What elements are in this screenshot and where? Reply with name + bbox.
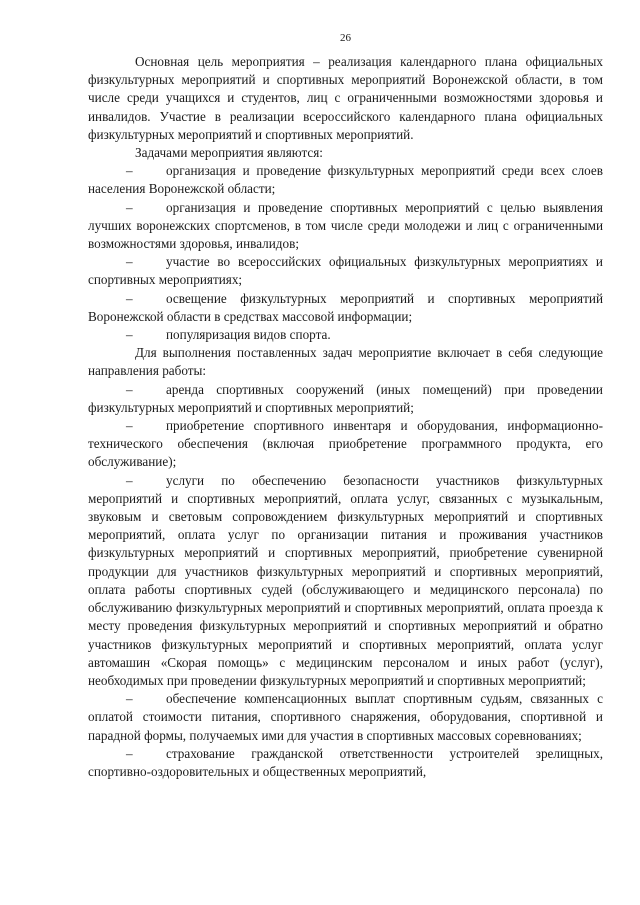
task-item [88,253,603,289]
dash-marker: – [126,381,133,397]
dash-marker: – [126,199,133,215]
direction-text: услуги по обеспечению безопасности участников физкультурных мероприятий и спортивных мероприятий, оплата услуг, связанных с музыкальным, звуковым и световым сопровождением физкультурных мероприятий и спортивных мероприятий, оплата услуг по организации питания и проживания участников физкультурных мероприятий и спортивных мероприятий, приобретение сувенирной продукции для участников физкультурных мероприятий и спортивных мероприятий, оплата работы спортивных судей (обслуживающего и медицинского персонала) по обслуживанию физкультурных мероприятий и спортивных мероприятий, оплата проезда к месту проведения физкультурных мероприятий и спортивных мероприятий и обратно участников физкультурных мероприятий и спортивных мероприятий, оплата услуг автомашин «Скорая помощь» с медицинским персоналом и иных работ (услуг), необходимых при проведении физкультурных мероприятий и спортивных мероприятий; [88,472,603,688]
task-text: популяризация видов спорта. [166,327,331,343]
direction-text: приобретение спортивного инвентаря и оборудования, информационно-технического обеспечения (включая приобретение программного продукта, его обслуживание); [88,418,603,470]
dash-marker: – [126,290,133,306]
tasks-heading: Задачами мероприятия являются: [135,145,323,161]
task-text: участие во всероссийских официальных физкультурных мероприятиях и спортивных мероприятиях; [88,254,603,288]
dash-marker: – [126,163,133,179]
task-item [88,199,603,254]
direction-item [88,417,603,472]
direction-item [88,745,603,781]
task-item [88,162,603,198]
task-item [88,326,603,344]
intro-paragraph: Основная цель мероприятия – реализация календарного плана официальных физкультурных мероприятий и спортивных мероприятий Воронежской области, в том числе среди учащихся и студентов, лиц с ограниченными возможностями здоровья и инвалидов. Участие в реализации всероссийского календарного плана официальных физкультурных мероприятий и спортивных мероприятий. [88,54,603,142]
task-item [88,290,603,326]
dash-marker: – [126,418,133,434]
direction-text: аренда спортивных сооружений (иных помещений) при проведении физкультурных мероприятий и спортивных мероприятий; [88,381,603,415]
dash-marker: – [126,327,133,343]
dash-marker: – [126,745,133,761]
task-text: освещение физкультурных мероприятий и спортивных мероприятий Воронежской области в средствах массовой информации; [88,290,603,324]
direction-item [88,690,603,745]
dash-marker: – [126,472,133,488]
dash-marker: – [126,691,133,707]
dash-marker: – [126,254,133,270]
page-number: 26 [340,32,351,44]
task-text: организация и проведение физкультурных мероприятий среди всех слоев населения Воронежской области; [88,163,603,197]
task-text: организация и проведение спортивных мероприятий с целью выявления лучших воронежских спортсменов, в том числе среди молодежи и лиц с ограниченными возможностями здоровья, инвалидов; [88,199,603,252]
direction-item [88,381,603,417]
direction-text: страхование гражданской ответственности устроителей зрелищных, спортивно-оздоровительных и общественных мероприятий, [88,745,603,779]
direction-text: обеспечение компенсационных выплат спортивным судьям, связанных с оплатой стоимости питания, спортивного снаряжения, оборудования, спортивной и парадной формы, получаемых ими для участия в спортивных массовых соревнованиях; [88,691,603,743]
directions-heading: Для выполнения поставленных задач мероприятие включает в себя следующие направления работы: [88,345,603,379]
direction-item [88,472,603,690]
